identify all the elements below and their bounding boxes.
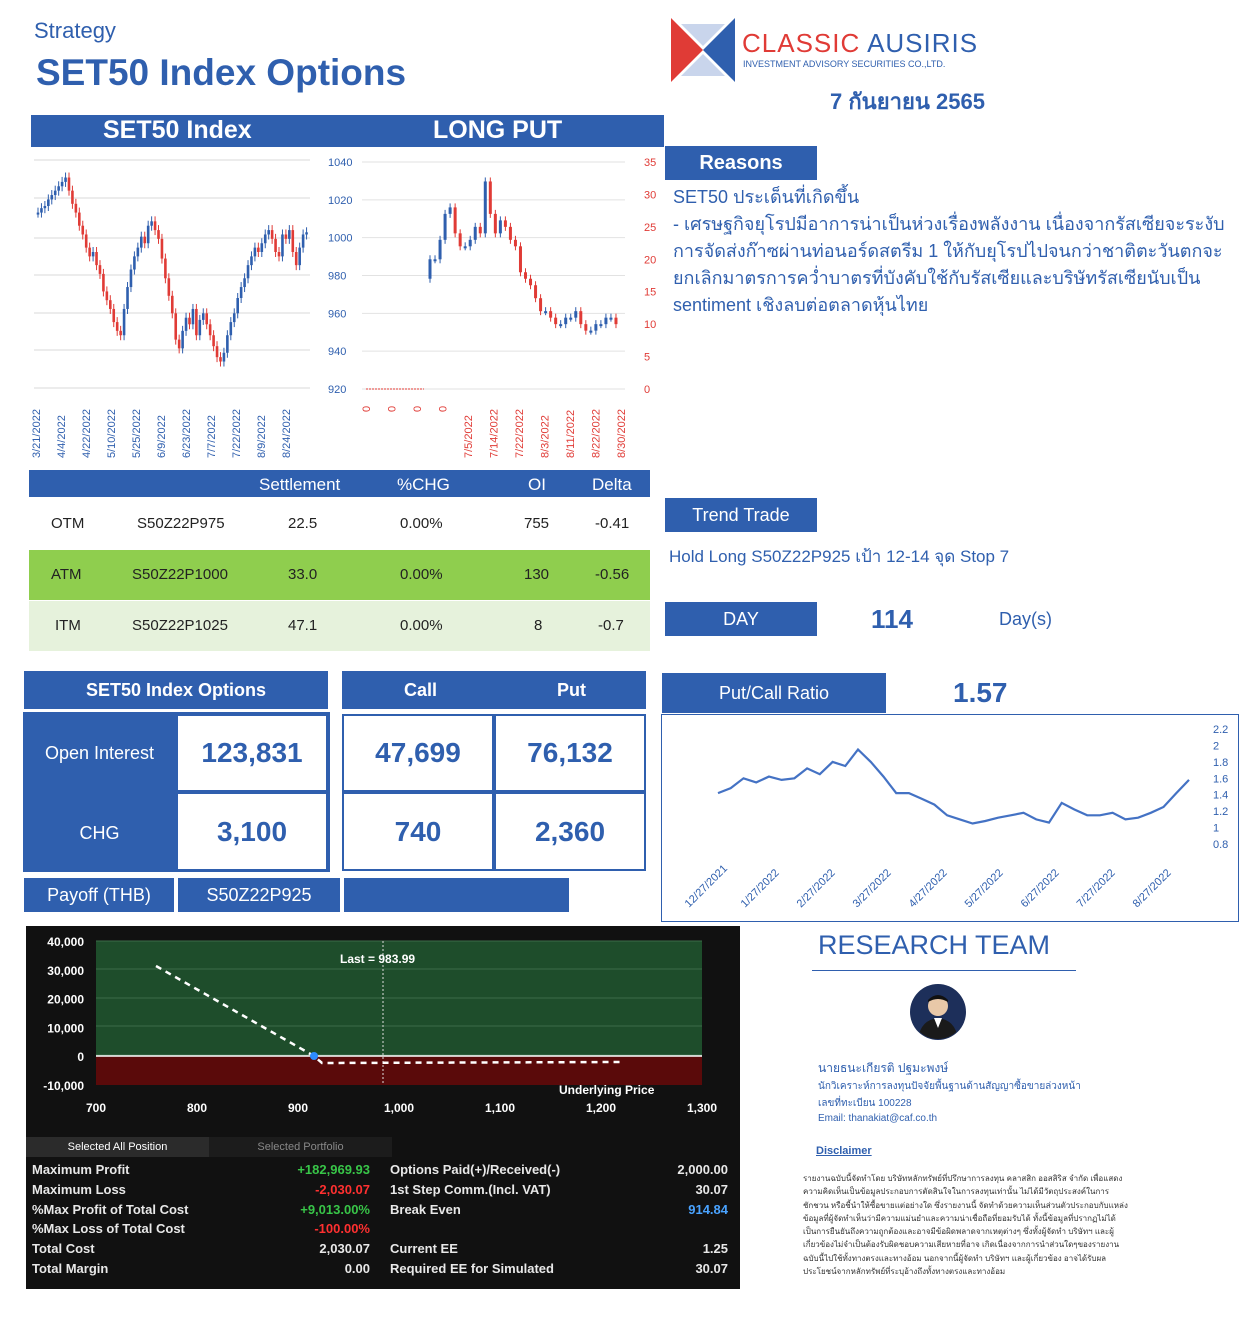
y-tick-label: 30,000 <box>47 963 84 978</box>
x-tick-label: 700 <box>85 1101 107 1115</box>
x-tick-label: 8/22/2022 <box>590 409 603 458</box>
candle <box>123 309 126 335</box>
candle <box>50 195 53 199</box>
candle <box>429 259 432 278</box>
table-row <box>29 601 650 651</box>
x-tick-label: 7/5/2022 <box>463 415 475 458</box>
candle <box>174 313 177 339</box>
stat-label: Total Cost <box>32 1241 95 1257</box>
candle <box>579 311 582 324</box>
candle <box>64 178 67 182</box>
candle <box>544 311 547 313</box>
pcr-tag: Put/Call Ratio <box>662 673 886 713</box>
candle <box>202 313 205 320</box>
y-tick-label: 1.6 <box>1213 773 1229 786</box>
candle <box>178 340 181 349</box>
candle <box>278 252 281 256</box>
y-right-tick-label: 25 <box>644 221 657 234</box>
stat-value: +182,969.93 <box>297 1162 370 1177</box>
x-tick-label: 8/9/2022 <box>256 415 268 458</box>
stat-value: 0.00 <box>344 1261 370 1276</box>
stat-value: 30.07 <box>695 1181 728 1197</box>
row-series: S50Z22P1025 <box>132 617 228 634</box>
stat-label: Maximum Loss <box>32 1181 126 1197</box>
candle <box>164 259 167 279</box>
candle <box>564 318 567 324</box>
x-tick-label: 1,000 <box>383 1101 415 1115</box>
candle <box>539 298 542 311</box>
candle <box>112 309 115 322</box>
tab-selected-all-position[interactable]: Selected All Position <box>26 1137 209 1157</box>
candle <box>57 186 60 190</box>
x-tick-label: 5/25/2022 <box>131 409 143 458</box>
y-left-tick-label: 920 <box>328 384 347 396</box>
x-tick-label: 1/27/2022 <box>738 867 782 911</box>
row-series: S50Z22P1000 <box>132 566 228 583</box>
long-put-chart <box>320 150 665 465</box>
row-type: OTM <box>51 515 85 532</box>
candle <box>216 346 219 357</box>
analyst-role: นักวิเคราะห์การลงทุนปัจจัยพื้นฐานด้านสัญญาซื้อขายล่วงหน้า <box>818 1081 1081 1092</box>
stat-label: Required EE for Simulated <box>390 1261 554 1276</box>
y-right-tick-label: 10 <box>644 319 657 332</box>
put-call-ratio-chart <box>661 714 1239 922</box>
candle <box>514 240 517 246</box>
row-delta: -0.56 <box>595 566 630 583</box>
candle <box>305 232 308 234</box>
candle <box>449 207 452 213</box>
candle <box>205 313 208 324</box>
candle <box>154 221 157 230</box>
stat-value: 2,000.00 <box>677 1162 728 1177</box>
candle <box>223 353 226 362</box>
candle <box>109 300 112 309</box>
candle <box>47 199 50 206</box>
candle <box>589 331 592 333</box>
y-tick-label: 1.2 <box>1213 806 1229 819</box>
x-tick-label: 7/27/2022 <box>1074 867 1118 911</box>
call-put-header <box>342 671 646 709</box>
x-tick-label: 5/10/2022 <box>106 409 118 458</box>
candle <box>168 278 171 296</box>
candle <box>171 296 174 314</box>
col-chg: %CHG <box>397 475 450 494</box>
candle <box>281 234 284 256</box>
payoff-stats <box>26 1162 740 1287</box>
y-left-tick-label: 1020 <box>328 194 353 207</box>
candle <box>81 226 84 235</box>
candle <box>236 298 239 313</box>
x-tick-label: 6/9/2022 <box>156 415 168 458</box>
candle <box>185 318 188 331</box>
candle <box>264 234 267 243</box>
candle <box>584 324 587 330</box>
candle <box>161 239 164 259</box>
x-tick-label: 7/14/2022 <box>488 409 501 458</box>
company-logo-icon <box>671 18 735 82</box>
disclaimer-text: รายงานฉบับนี้จัดทำโดย บริษัทหลักทรัพย์ที่ปรึกษาการลงทุน คลาสสิก ออสสิริส จำกัด เพื่อแสดงความคิดเห็นเป็นข้อมูลประกอบการตัดสินใจในการลงทุนเท่านั้น ไม่ได้มีวัตถุประสงค์ในการชักชวน หรือชี้นำให้ซื้อขายแต่อย่างใด ซึ่งรายงานนี้ จัดทำด้วยความเห็นส่วนตัวประกอบกับแหล่งข้อมูลที่ผู้จัดทำเห็นว่ามีความแม่นยำและความน่าเชื่อถือที่ยอมรับได้ ทั้งนี้ข้อมูลที่ปรากฏไม่ได้เป็นการยืนยันถึงความถูกต้องและอาจมีข้อผิดพลาดจากเหตุต่างๆ ซึ่งทั้งผู้จัดทำ บริษัทฯ และผู้เกี่ยวข้องไม่จำเป็นต้องรับผิดชอบความเสียหายที่อาจ เกิดเนื่องจากการนำส่วนใดๆของรายงานฉบับนี้ไปใช้ทั้งทางตรงและทางอ้อม นอกจากนี้ผู้จัดทำ บริษัทฯ และผู้เกี่ยวข้อง อาจได้รับผลประโยชน์จากหลักทรัพย์ที่ระบุอ้างถึงทั้งทางตรงและทางอ้อม <box>803 1174 1128 1277</box>
x-tick-label: 3/27/2022 <box>850 867 894 911</box>
candle <box>99 265 102 274</box>
x-tick-label: 8/11/2022 <box>565 409 577 458</box>
row-type: ATM <box>51 566 82 583</box>
candle <box>464 246 467 248</box>
col-delta: Delta <box>592 475 632 494</box>
stat-value: 2,030.07 <box>319 1241 370 1257</box>
candle <box>254 248 257 257</box>
candle <box>240 287 243 298</box>
x-tick-label: 7/22/2022 <box>231 409 243 458</box>
row-type: ITM <box>55 617 81 634</box>
candle <box>95 252 98 265</box>
x-tick-label: 4/22/2022 <box>81 409 93 458</box>
logo-name: CLASSIC AUSIRIS <box>742 28 979 58</box>
candle <box>44 206 47 208</box>
row-settlement: 22.5 <box>288 515 318 532</box>
candle <box>75 204 78 213</box>
stat-value: -2,030.07 <box>315 1181 370 1197</box>
pcr-value: 1.57 <box>953 677 1008 708</box>
reasons-text <box>673 184 1233 319</box>
y-tick-label: 0 <box>77 1050 84 1065</box>
candle <box>140 237 143 248</box>
reasons-body: - เศรษฐกิจยุโรปมีอาการน่าเป็นห่วงเรื่องพลังงาน เนื่องจากรัสเซียจะระงับการจัดส่งก๊าซผ่านท่อนอร์ดสตรีม 1 ให้กับยุโรปไปจนกว่าชาติตะวันตกจะยกเลิกมาตรการคว่ำบาตรที่บังคับใช้กับรัสเซียและบริษัทรัสเซียนับเป็น sentiment เชิงลบต่อตลาดหุ้นไทย <box>673 214 1225 315</box>
candle <box>85 234 88 247</box>
candle <box>569 318 572 320</box>
analyst-registration: เลขที่ทะเบียน 100228 <box>818 1098 912 1109</box>
candle <box>119 331 122 335</box>
candle <box>188 318 191 325</box>
options-table-header <box>29 470 650 497</box>
set50-index-chart <box>30 150 315 465</box>
candle <box>116 322 119 331</box>
candle <box>609 318 612 320</box>
candle <box>474 227 477 240</box>
stat-label: %Max Loss of Total Cost <box>32 1221 185 1237</box>
col-settlement: Settlement <box>259 475 341 494</box>
candle <box>78 213 81 226</box>
candle <box>484 181 487 233</box>
candle <box>143 237 146 244</box>
long-put-chart-title: LONG PUT <box>433 116 563 144</box>
y-left-tick-label: 940 <box>328 346 347 359</box>
day-count: 114 <box>871 604 913 634</box>
y-right-tick-label: 0 <box>644 384 651 396</box>
candle <box>130 270 133 288</box>
candle <box>459 233 462 246</box>
page-title: SET50 Index Options <box>36 52 407 93</box>
candle <box>594 324 597 330</box>
y-left-tick-label: 1040 <box>328 157 353 169</box>
stat-label: %Max Profit of Total Cost <box>32 1201 189 1217</box>
x-tick-label: 6/27/2022 <box>1018 867 1062 911</box>
stat-value: 914.84 <box>688 1201 728 1217</box>
payoff-label: Payoff (THB) <box>24 878 174 912</box>
stat-label: Options Paid(+)/Received(-) <box>390 1162 561 1177</box>
candle <box>209 324 212 335</box>
x-tick-label: 800 <box>186 1101 208 1115</box>
col-oi: OI <box>528 475 546 494</box>
candle <box>133 256 136 269</box>
row-settlement: 33.0 <box>288 566 318 583</box>
stat-label: Current EE <box>390 1241 458 1257</box>
chg-call-value: 740 <box>342 792 494 871</box>
candle <box>439 240 442 259</box>
table-row <box>29 550 650 600</box>
x-tick-label: 0 <box>412 405 424 412</box>
candle <box>257 248 260 252</box>
candle <box>61 182 64 186</box>
tab-selected-portfolio[interactable]: Selected Portfolio <box>209 1137 392 1157</box>
candle <box>288 230 291 239</box>
x-axis-label: Underlying Price <box>559 1083 655 1097</box>
y-tick-label: 20,000 <box>47 992 84 1007</box>
stat-label: 1st Step Comm.(Incl. VAT) <box>390 1181 551 1197</box>
stat-label: Maximum Profit <box>32 1162 130 1177</box>
candle <box>250 256 253 265</box>
candle <box>274 239 277 252</box>
payoff-blank-bar <box>344 878 569 912</box>
loss-zone <box>96 1056 702 1085</box>
y-tick-label: 2 <box>1213 740 1220 753</box>
candle <box>147 226 150 244</box>
x-tick-label: 1,300 <box>686 1101 718 1115</box>
candle <box>260 243 263 252</box>
chg-label: CHG <box>79 822 120 843</box>
candle <box>88 248 91 257</box>
candle <box>157 230 160 239</box>
x-tick-label: 8/24/2022 <box>281 409 293 458</box>
candle <box>302 234 305 247</box>
x-tick-label: 8/27/2022 <box>1130 867 1174 911</box>
y-tick-label: 1.4 <box>1213 789 1229 802</box>
candle <box>181 331 184 349</box>
oi-put-value: 76,132 <box>494 714 646 792</box>
set50-chart-title: SET50 Index <box>103 116 252 144</box>
y-tick-label: 10,000 <box>47 1021 84 1036</box>
y-tick-label: 1.8 <box>1213 756 1229 769</box>
trend-trade-tag: Trend Trade <box>665 498 817 532</box>
y-left-tick-label: 960 <box>328 308 347 321</box>
candle <box>479 227 482 233</box>
stat-label: Break Even <box>390 1201 461 1217</box>
day-unit: Day(s) <box>999 609 1052 629</box>
candle <box>574 311 577 317</box>
candle <box>219 357 222 361</box>
y-right-tick-label: 20 <box>644 254 657 267</box>
trend-trade-text: Hold Long S50Z22P925 เป้า 12-14 จุด Stop 7 <box>669 547 1010 566</box>
x-tick-label: 8/3/2022 <box>539 415 552 458</box>
candle <box>494 214 497 233</box>
payoff-panel <box>26 926 740 1289</box>
x-tick-label: 7/22/2022 <box>514 409 526 458</box>
strategy-label: Strategy <box>34 18 116 43</box>
candle <box>230 322 233 335</box>
candle <box>54 191 57 195</box>
candle <box>499 220 502 233</box>
candle <box>92 252 95 256</box>
disclaimer-title: Disclaimer <box>816 1145 872 1157</box>
row-oi: 130 <box>524 566 550 583</box>
reasons-tag: Reasons <box>665 146 817 180</box>
break-even-marker <box>310 1052 318 1060</box>
row-series: S50Z22P975 <box>137 515 225 532</box>
candle <box>489 181 492 213</box>
candle <box>599 324 602 326</box>
row-delta: -0.41 <box>595 515 630 532</box>
row-chg: 0.00% <box>400 617 443 634</box>
candle <box>291 230 294 252</box>
candle <box>434 259 437 261</box>
x-tick-label: 0 <box>437 405 450 412</box>
candle <box>271 230 274 239</box>
candle <box>504 220 507 226</box>
row-settlement: 47.1 <box>288 617 318 634</box>
candle <box>454 207 457 233</box>
x-tick-label: 12/27/2021 <box>682 862 731 911</box>
candle <box>212 335 215 346</box>
candle <box>509 227 512 240</box>
logo-tagline: INVESTMENT ADVISORY SECURITIES CO.,LTD. <box>743 59 946 69</box>
y-right-tick-label: 5 <box>644 351 651 364</box>
payoff-series: S50Z22P925 <box>178 878 340 912</box>
day-tag: DAY <box>665 602 817 636</box>
x-tick-label: 0 <box>386 405 399 412</box>
y-right-tick-label: 35 <box>644 157 657 169</box>
put-label: Put <box>557 679 586 700</box>
row-oi: 755 <box>524 515 550 532</box>
candle <box>285 234 288 238</box>
analyst-avatar <box>910 984 966 1040</box>
x-tick-label: 2/27/2022 <box>794 867 838 911</box>
candle <box>267 230 270 234</box>
candle <box>195 309 198 335</box>
y-tick-label: 0.8 <box>1213 839 1229 851</box>
candle <box>444 214 447 240</box>
y-right-tick-label: 15 <box>644 286 657 299</box>
y-tick-label: 1 <box>1213 822 1220 835</box>
open-interest-label: Open Interest <box>44 742 155 763</box>
charts-header-bar <box>31 115 664 147</box>
candle <box>102 274 105 292</box>
chg-total-value: 3,100 <box>176 792 328 871</box>
call-label: Call <box>404 679 438 700</box>
candle <box>37 213 40 215</box>
stat-value: -100.00% <box>314 1221 370 1237</box>
candle <box>559 324 562 326</box>
oi-total-value: 123,831 <box>176 714 328 792</box>
y-tick-label: -10,000 <box>43 1079 84 1093</box>
last-price-label: Last = 983.99 <box>340 952 416 966</box>
candle <box>604 318 607 324</box>
x-tick-label: 8/30/2022 <box>616 409 628 458</box>
stat-label: Total Margin <box>32 1261 109 1276</box>
candle <box>295 252 298 265</box>
y-left-tick-label: 980 <box>328 270 347 283</box>
candle <box>469 240 472 246</box>
candle <box>40 208 43 212</box>
oi-call-value: 47,699 <box>342 714 494 792</box>
x-tick-label: 5/27/2022 <box>962 867 1006 911</box>
analyst-name: นายธนะเกียรติ ปฐมะพงษ์ <box>818 1061 949 1075</box>
candle <box>247 265 250 278</box>
x-tick-label: 3/21/2022 <box>31 409 43 458</box>
candle <box>534 285 537 298</box>
candle <box>126 287 129 309</box>
candle <box>243 278 246 287</box>
candle <box>150 221 153 225</box>
stat-value: +9,013.00% <box>300 1201 370 1217</box>
candle <box>226 335 229 353</box>
research-team-title: RESEARCH TEAM <box>818 930 1051 960</box>
x-tick-label: 900 <box>287 1101 309 1115</box>
research-divider <box>812 970 1076 971</box>
x-tick-label: 6/23/2022 <box>181 409 193 458</box>
y-left-tick-label: 1000 <box>328 232 353 245</box>
x-tick-label: 1,100 <box>484 1101 516 1115</box>
row-oi: 8 <box>534 617 543 634</box>
stat-value: 1.25 <box>702 1241 728 1257</box>
candle <box>524 272 527 278</box>
candle <box>614 318 617 324</box>
candle <box>71 191 74 204</box>
payoff-chart <box>26 926 740 1136</box>
chg-put-value: 2,360 <box>494 792 646 871</box>
table-row <box>29 499 650 549</box>
candle <box>106 291 109 300</box>
x-tick-label: 1,200 <box>585 1101 617 1115</box>
row-chg: 0.00% <box>400 515 443 532</box>
candle <box>199 320 202 335</box>
row-delta: -0.7 <box>598 617 624 634</box>
reasons-heading: SET50 ประเด็นที่เกิดขึ้น <box>673 187 860 207</box>
candle <box>137 248 140 257</box>
analyst-email[interactable]: Email: thanakiat@caf.co.th <box>818 1113 938 1124</box>
candle <box>68 178 71 191</box>
summary-title: SET50 Index Options <box>24 671 328 709</box>
candle <box>192 309 195 324</box>
candle <box>298 248 301 266</box>
x-tick-label: 4/4/2022 <box>56 415 68 458</box>
x-tick-label: 4/27/2022 <box>906 867 950 911</box>
y-tick-label: 2.2 <box>1213 724 1229 736</box>
report-date: 7 กันยายน 2565 <box>830 89 985 114</box>
y-tick-label: 40,000 <box>47 935 84 949</box>
candle <box>233 313 236 322</box>
x-tick-label: 7/7/2022 <box>206 415 218 458</box>
candle <box>519 246 522 272</box>
row-chg: 0.00% <box>400 566 443 583</box>
candle <box>554 318 557 324</box>
stat-value: 30.07 <box>695 1261 728 1276</box>
candle <box>549 311 552 317</box>
x-tick-label: 0 <box>361 405 373 412</box>
candle <box>529 279 532 285</box>
y-right-tick-label: 30 <box>644 189 657 202</box>
